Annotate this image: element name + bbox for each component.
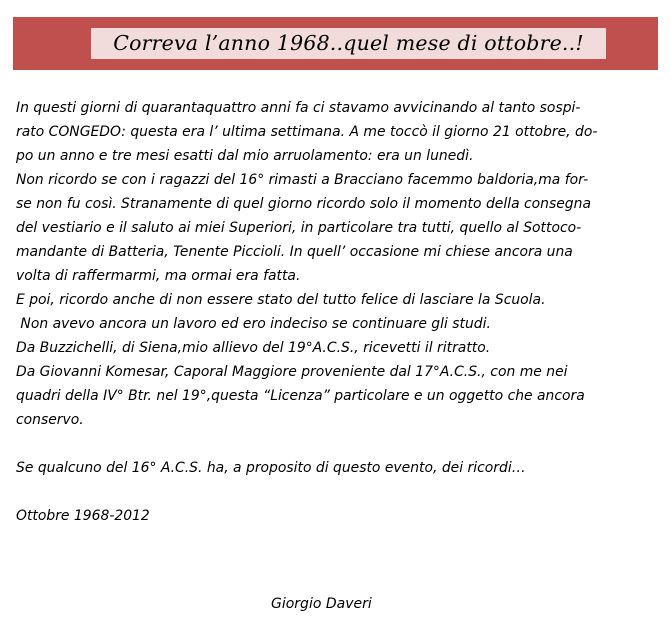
closing-line: Se qualcuno del 16° A.C.S. ha, a proposito di questo evento, dei ricordi… xyxy=(16,460,526,476)
body-line: del vestiario e il saluto ai miei Superiori, in particolare tra tutti, quello al Sottoco- xyxy=(16,220,582,236)
body-line: conservo. xyxy=(16,412,84,428)
body-line: Non ricordo se con i ragazzi del 16° rimasti a Bracciano facemmo baldoria,ma for- xyxy=(16,172,589,188)
letter-body xyxy=(16,96,661,528)
body-line: Da Giovanni Komesar, Caporal Maggiore proveniente dal 17°A.C.S., con me nei xyxy=(16,364,568,380)
body-line: E poi, ricordo anche di non essere stato del tutto felice di lasciare la Scuola. xyxy=(16,292,546,308)
body-line: se non fu così. Stranamente di quel giorno ricordo solo il momento della consegna xyxy=(16,196,591,212)
body-line: volta di raffermarmi, ma ormai era fatta. xyxy=(16,268,301,284)
body-line: quadri della IV° Btr. nel 19°,questa “Licenza” particolare e un oggetto che ancora xyxy=(16,388,585,404)
body-line: po un anno e tre mesi esatti dal mio arruolamento: era un lunedì. xyxy=(16,148,474,164)
body-line: mandante di Batteria, Tenente Piccioli. In quell’ occasione mi chiese ancora una xyxy=(16,244,573,260)
date-line: Ottobre 1968-2012 xyxy=(16,508,150,524)
title-banner xyxy=(13,17,658,70)
body-line: In questi giorni di quarantaquattro anni fa ci stavamo avvicinando al tanto sospi- xyxy=(16,100,581,116)
signature: Giorgio Daveri xyxy=(271,596,372,612)
body-line: rato CONGEDO: questa era l’ ultima settimana. A me toccò il giorno 21 ottobre, do- xyxy=(16,124,598,140)
page-title: Correva l’anno 1968..quel mese di ottobre..! xyxy=(91,28,606,59)
body-line: Da Buzzichelli, di Siena,mio allievo del 19°A.C.S., ricevetti il ritratto. xyxy=(16,340,491,356)
blank-line xyxy=(16,480,657,504)
body-line: Non avevo ancora un lavoro ed ero indeciso se continuare gli studi. xyxy=(16,316,491,332)
blank-line xyxy=(16,432,657,456)
